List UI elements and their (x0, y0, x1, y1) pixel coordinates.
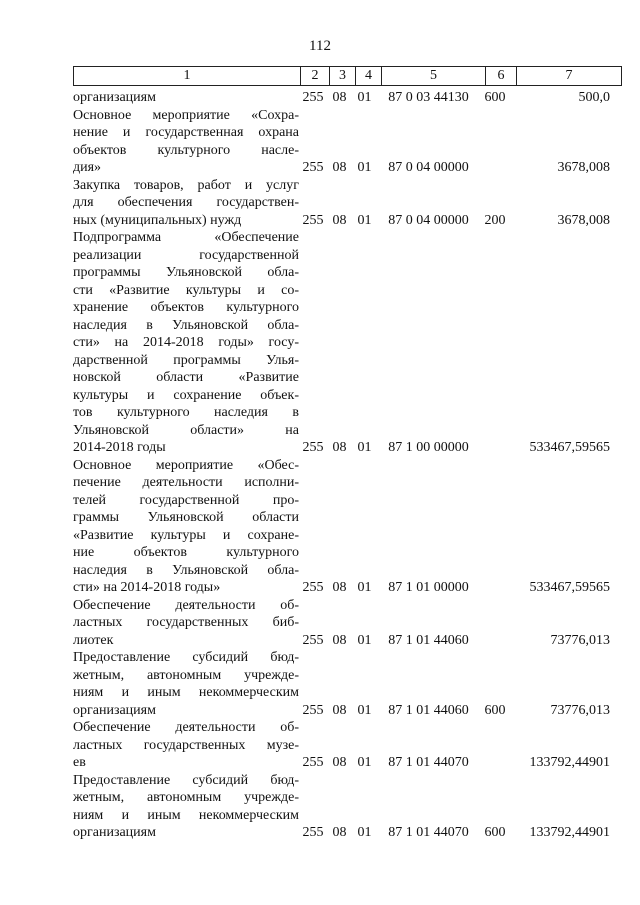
description-line: «Развитие культуры и сохране- (73, 527, 299, 543)
description-line: наследия в Ульяновской обла- (73, 562, 299, 578)
description-line: 2014-2018 годы (73, 440, 166, 455)
cell-c5: 87 0 03 44130 (388, 90, 469, 105)
description-line: ластных государственных музе- (73, 737, 299, 753)
table-row (73, 772, 614, 842)
table-row (73, 89, 614, 107)
description-line: нение и государственная охрана (73, 125, 299, 140)
description-line: Обеспечение деятельности об- (73, 597, 299, 613)
description-line: жетным, автономным учрежде- (73, 667, 299, 683)
cell-c3: 08 (332, 90, 347, 105)
table-row (73, 229, 614, 457)
row-description (73, 649, 299, 719)
cell-c5: 87 1 01 44070 (388, 755, 469, 770)
column-header-3: 3 (330, 67, 356, 86)
description-line: дарственной программы Улья- (73, 352, 299, 368)
description-line: ниям и иным некоммерческим (73, 685, 299, 700)
column-header-1: 1 (74, 67, 301, 86)
cell-c6 (480, 597, 510, 650)
cell-c3: 08 (332, 580, 347, 595)
cell-c2: 255 (302, 580, 324, 595)
cell-c5: 87 1 00 00000 (388, 440, 469, 455)
table-row (73, 177, 614, 230)
column-header-row (74, 67, 622, 86)
description-line: наследия в Ульяновской обла- (73, 317, 299, 333)
cell-c6 (480, 107, 510, 177)
description-line: Предоставление субсидий бюд- (73, 772, 299, 788)
cell-c5: 87 0 04 00000 (388, 212, 469, 228)
cell-c7: 500,0 (578, 90, 610, 105)
cell-c4: 01 (357, 90, 372, 105)
column-header-6: 6 (486, 67, 517, 86)
description-line: ластных государственных биб- (73, 615, 299, 630)
cell-c4: 01 (357, 440, 372, 455)
row-description (73, 107, 299, 177)
row-description (73, 177, 299, 230)
cell-c4: 01 (357, 212, 372, 228)
cell-c2: 255 (302, 160, 324, 175)
cell-c2: 255 (302, 702, 324, 718)
description-line: сти «Развитие культуры и со- (73, 282, 299, 298)
cell-c3: 08 (332, 702, 347, 718)
description-line: реализации государственной (73, 247, 299, 263)
description-line: Основное мероприятие «Сохра- (73, 107, 299, 123)
cell-c4: 01 (357, 632, 372, 648)
description-line: дия» (73, 160, 102, 175)
cell-c5: 87 0 04 00000 (388, 160, 469, 175)
cell-c5: 87 1 01 44060 (388, 702, 469, 718)
description-line: программы Ульяновской обла- (73, 265, 299, 280)
description-line: Обеспечение деятельности об- (73, 720, 299, 735)
cell-c2: 255 (302, 755, 324, 770)
description-line: Подпрограмма «Обеспечение (73, 230, 299, 245)
description-line: Ульяновской области» на (73, 422, 299, 438)
cell-c6: 600 (484, 702, 506, 718)
description-line: сти» на 2014-2018 годы» госу- (73, 335, 299, 350)
column-header-table (73, 66, 622, 86)
description-line: объектов культурного насле- (73, 142, 299, 158)
cell-c2: 255 (302, 90, 324, 105)
cell-c7: 3678,008 (557, 212, 610, 228)
description-line: Основное мероприятие «Обес- (73, 457, 299, 473)
row-description (73, 719, 299, 772)
cell-c7: 3678,008 (557, 160, 610, 175)
cell-c5: 87 1 01 44070 (388, 825, 469, 840)
budget-table (73, 89, 614, 842)
cell-c2: 255 (302, 212, 324, 228)
budget-table-body (73, 89, 614, 842)
description-line: ев (73, 755, 86, 770)
description-line: граммы Ульяновской области (73, 510, 299, 525)
cell-c3: 08 (332, 212, 347, 228)
description-line: хранение объектов культурного (73, 300, 299, 315)
cell-c4: 01 (357, 580, 372, 595)
cell-c3: 08 (332, 632, 347, 648)
row-description (73, 457, 299, 597)
description-line: организациям (73, 825, 156, 840)
cell-c2: 255 (302, 632, 324, 648)
page-number: 112 (309, 38, 331, 54)
cell-c6 (480, 229, 510, 457)
description-line: жетным, автономным учрежде- (73, 790, 299, 805)
row-description (73, 89, 299, 107)
cell-c4: 01 (357, 160, 372, 175)
description-line: ние объектов культурного (73, 545, 299, 560)
column-header-5: 5 (382, 67, 486, 86)
cell-c4: 01 (357, 702, 372, 718)
cell-c2: 255 (302, 440, 324, 455)
description-line: организациям (73, 90, 156, 105)
cell-c6: 600 (484, 90, 506, 105)
table-row (73, 107, 614, 177)
cell-c4: 01 (357, 755, 372, 770)
description-line: организациям (73, 702, 156, 718)
cell-c3: 08 (332, 160, 347, 175)
cell-c7: 133792,44901 (529, 825, 610, 840)
table-row (73, 719, 614, 772)
cell-c6: 200 (484, 212, 506, 228)
description-line: ниям и иным некоммерческим (73, 807, 299, 823)
description-line: тов культурного наследия в (73, 405, 299, 420)
row-description (73, 597, 299, 650)
row-description (73, 229, 299, 457)
cell-c3: 08 (332, 825, 347, 840)
description-line: ных (муниципальных) нужд (73, 212, 242, 228)
description-line: культуры и сохранение объек- (73, 387, 299, 403)
cell-c4: 01 (357, 825, 372, 840)
cell-c6: 600 (484, 825, 506, 840)
description-line: лиотек (73, 632, 114, 648)
table-row (73, 649, 614, 719)
cell-c7: 533467,59565 (529, 580, 610, 595)
description-line: сти» на 2014-2018 годы» (73, 580, 221, 595)
cell-c7: 533467,59565 (529, 440, 610, 455)
table-row (73, 457, 614, 597)
description-line: печение деятельности исполни- (73, 475, 299, 490)
description-line: Закупка товаров, работ и услуг (73, 177, 299, 193)
cell-c7: 133792,44901 (529, 755, 610, 770)
cell-c6 (480, 457, 510, 597)
cell-c3: 08 (332, 755, 347, 770)
cell-c7: 73776,013 (550, 632, 610, 648)
cell-c5: 87 1 01 00000 (388, 580, 469, 595)
description-line: для обеспечения государствен- (73, 195, 299, 210)
table-row (73, 597, 614, 650)
column-header-7: 7 (517, 67, 622, 86)
column-header-2: 2 (301, 67, 330, 86)
description-line: новской области «Развитие (73, 370, 299, 385)
cell-c3: 08 (332, 440, 347, 455)
cell-c5: 87 1 01 44060 (388, 632, 469, 648)
row-description (73, 772, 299, 842)
cell-c2: 255 (302, 825, 324, 840)
cell-c6 (480, 719, 510, 772)
description-line: телей государственной про- (73, 492, 299, 508)
column-header-4: 4 (356, 67, 382, 86)
cell-c7: 73776,013 (550, 702, 610, 718)
description-line: Предоставление субсидий бюд- (73, 650, 299, 665)
